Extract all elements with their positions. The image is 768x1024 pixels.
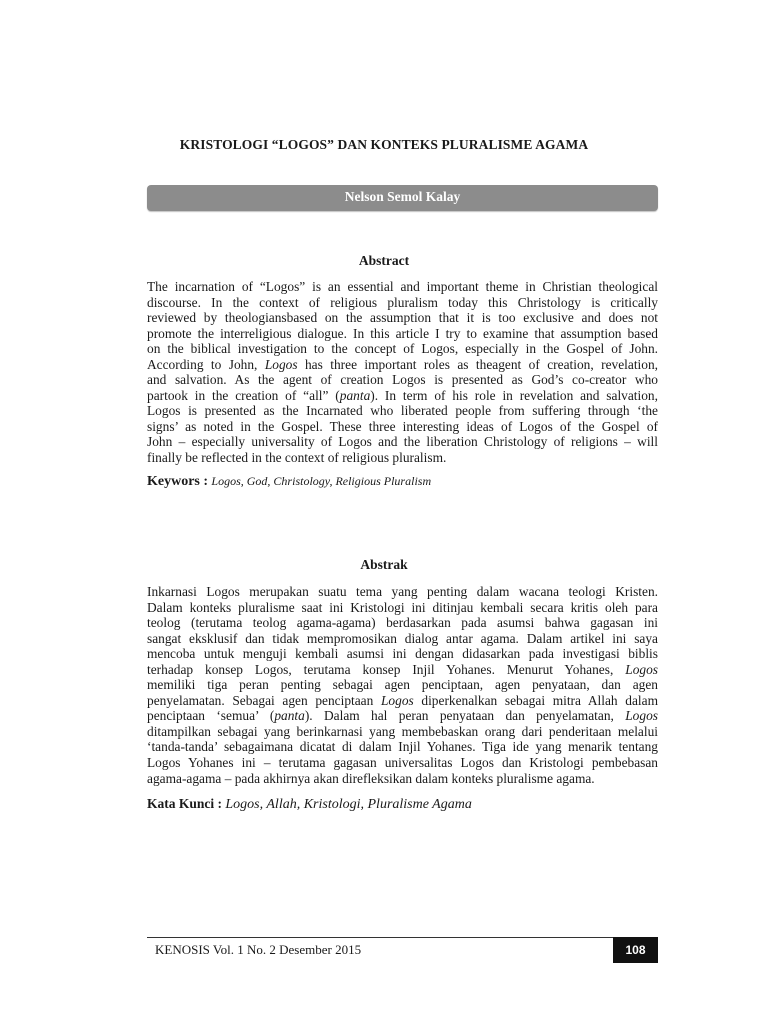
line-segment: has three important roles as theagent of creation, revelation, [297,356,659,372]
abstrak-line: memiliki tiga peran penting sebagai agen penciptaan, agen penyataan, dan agen [147,677,658,693]
abstrak-line [147,708,658,724]
italic-term: Logos [380,692,414,708]
keywords-label: Keywors : [147,474,209,489]
abstract-line: John – especially universality of Logos and the liberation Christology of religions – will [147,434,658,450]
abstrak-line: ‘tanda-tanda’ sebagaimana dicatat di dalam Injil Yohanes. Tiga ide yang menarik tentang [147,739,658,755]
keywords-values: Logos, Allah, Kristologi, Pluralisme Agama [225,797,472,812]
keywords-values: Logos, God, Christology, Religious Pluralism [211,474,432,488]
line-segment: terhadap konsep Logos, terutama konsep Injil Yohanes. Menurut Yohanes, [147,661,614,677]
abstrak-line: sangat eksklusif dan tidak mempromosikan dialog antar agama. Dalam artikel ini saya [147,630,658,646]
abstrak-line: Logos Yohanes ini – terutama gagasan universalitas Logos dan Kristologi pembebasan [147,755,658,771]
abstract-line [147,357,658,373]
article-title: KRISTOLOGI “LOGOS” DAN KONTEKS PLURALISME AGAMA [179,137,589,152]
line-segment: According to John, [147,356,265,372]
author-banner [147,185,658,211]
abstract-line: reviewed by theologiansbased on the assumption that it is too exclusive and does not [147,310,658,326]
abstrak-heading: Abstrak [360,557,408,572]
abstract-line: discourse. In the context of religious pluralism today this Christology is critically [147,294,658,310]
italic-term: panta [274,708,305,724]
line-segment: penyelamatan. Sebagai agen penciptaan [147,692,381,708]
abstract-line: promote the interreligious dialogue. In this article I try to examine that assumption based [147,325,658,341]
line-segment: penciptaan ‘semua’ ( [147,708,275,724]
abstrak-line: mencoba untuk menguji kembali asumsi ini dengan didasarkan pada investigasi biblis [147,646,658,662]
keywords-label: Kata Kunci : [147,796,223,811]
abstract-line: signs’ as noted in the Gospel. These three interesting ideas of Logos of the Gospel of [147,418,658,434]
abstract-line: Logos is presented as the Incarnated who liberated people from suffering through ‘the [147,403,658,419]
english-keywords [147,473,658,490]
abstract-english-text [147,279,658,466]
journal-citation: KENOSIS Vol. 1 No. 2 Desember 2015 [155,942,362,957]
abstrak-line [147,693,658,709]
line-segment: partook in the creation of “all” ( [147,387,340,403]
author-name: Nelson Semol Kalay [344,189,461,204]
abstrak-line: Dalam konteks pluralisme saat ini Kristologi ini ditinjau kembali secara kritis oleh para [147,599,658,615]
line-segment: diperkenalkan sebagai mitra Allah dalam [413,692,658,708]
line-segment: ). In term of his role in revelation and salvation, [370,387,658,403]
abstract-indonesian-text [147,584,658,786]
footer-divider [147,937,613,938]
abstract-line: and salvation. As the agent of creation Logos is presented as God’s co-creator who [147,372,658,388]
italic-term: Logos [625,708,658,724]
abstrak-line: ditampilkan sebagai yang berinkarnasi yang membebaskan orang dari penderitaan melalui [147,723,658,739]
italic-term: Logos [625,661,658,677]
abstract-heading: Abstract [358,253,410,268]
italic-term: Logos [264,356,298,372]
abstrak-line: teolog (terutama teolog agama-agama) berdasarkan pada asumsi bahwa gagasan ini [147,615,658,631]
italic-term: panta [339,387,371,403]
indonesian-keywords [147,796,658,813]
abstract-line: finally be reflected in the context of religious pluralism. [147,450,447,466]
abstract-line [147,388,658,404]
page-number: 108 [613,937,658,963]
line-segment: ). Dalam hal peran penyataan dan penyelamatan, [304,708,614,724]
abstrak-line: agama-agama – pada akhirnya akan direfleksikan dalam konteks pluralisme agama. [147,770,595,786]
abstrak-line [147,662,658,678]
abstract-line: The incarnation of “Logos” is an essential and important theme in Christian theological [147,279,658,294]
abstract-line: on the biblical investigation to the concept of Logos, especially in the Gospel of John. [147,341,658,357]
abstrak-line: Inkarnasi Logos merupakan suatu tema yang penting dalam wacana teologi Kristen. [147,584,658,599]
